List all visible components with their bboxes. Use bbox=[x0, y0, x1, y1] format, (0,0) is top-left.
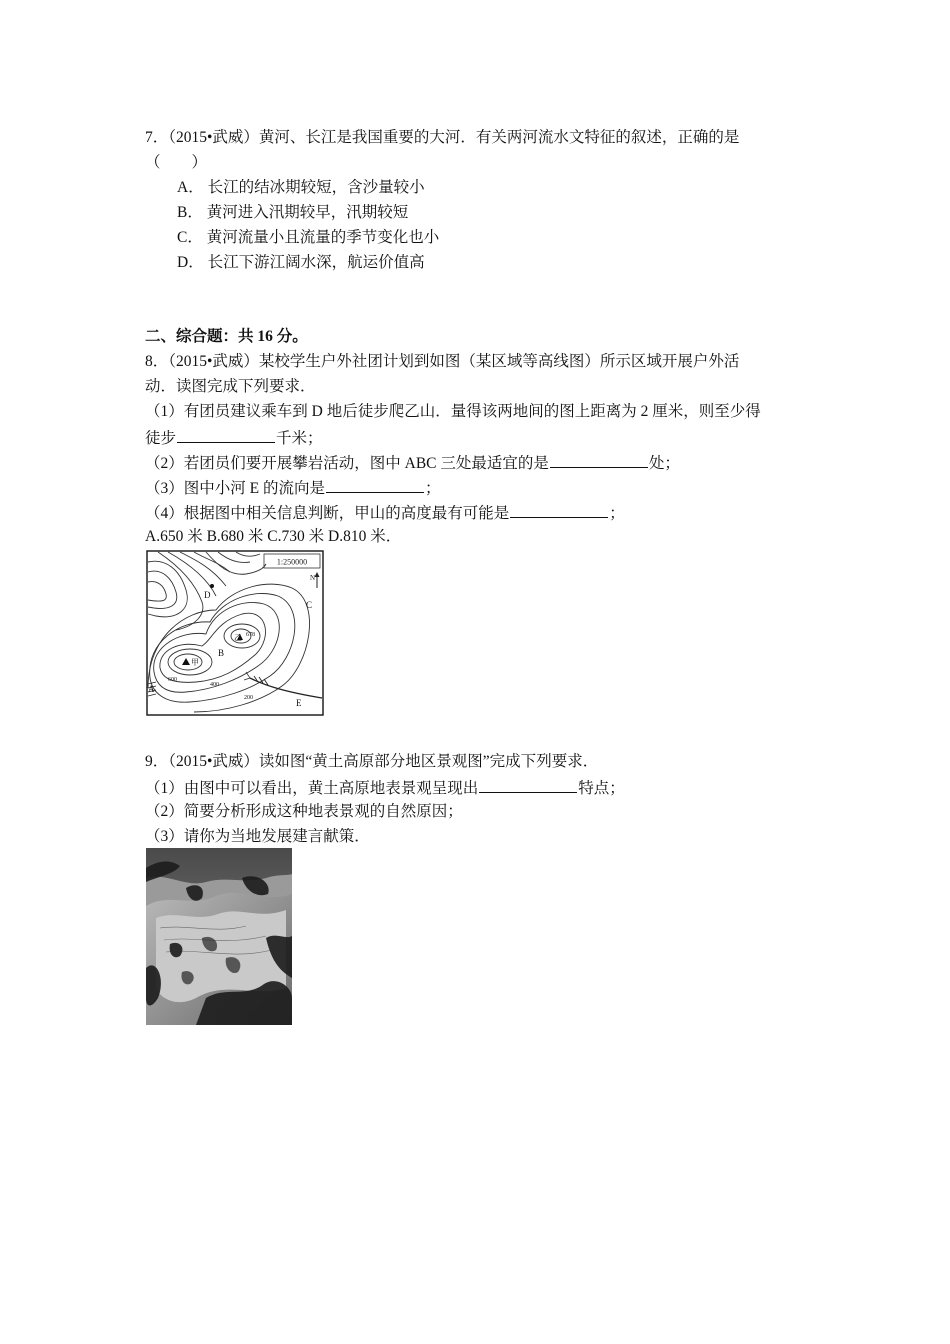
q7-stem: 7．（2015•武威）黄河、长江是我国重要的大河．有关两河流水文特征的叙述，正确的是 bbox=[145, 129, 740, 146]
q8-part3 bbox=[145, 477, 441, 499]
q9-part2: （2）简要分析形成这种地表景观的自然原因； bbox=[145, 803, 463, 820]
point-d-marker bbox=[210, 584, 214, 588]
answer-blank[interactable] bbox=[479, 777, 577, 793]
loess-plateau-landscape-photo bbox=[146, 848, 292, 1025]
q8-choices: A.650 米 B.680 米 C.730 米 D.810 米． bbox=[145, 528, 402, 545]
q8-stem-line1: 8．（2015•武威）某校学生户外社团计划到如图（某区域等高线图）所示区域开展户外活 bbox=[145, 353, 740, 370]
answer-blank[interactable] bbox=[326, 477, 424, 493]
q9-part1 bbox=[145, 777, 625, 799]
peak-yi-elevation: 678 bbox=[246, 632, 255, 638]
q8-part3-suffix: ； bbox=[424, 480, 441, 497]
q8-stem-line2: 动．读图完成下列要求． bbox=[145, 378, 316, 395]
q8-part1-suffix: 千米； bbox=[276, 430, 323, 447]
q8-part2-prefix: （2）若团员们要开展攀岩活动，图中 ABC 三处最适宜的是 bbox=[145, 455, 549, 472]
q8-part1-prefix: 徒步 bbox=[145, 430, 177, 447]
q8-part4-suffix: ； bbox=[609, 505, 625, 522]
q8-part2-suffix: 处； bbox=[648, 455, 680, 472]
contour-label-200: 200 bbox=[244, 695, 253, 701]
q7-option-a: A． 长江的结冰期较短，含沙量较小 bbox=[177, 179, 425, 196]
river-e-label: E bbox=[296, 698, 302, 708]
point-c-label: C bbox=[306, 600, 313, 610]
q8-part2 bbox=[145, 452, 680, 474]
answer-blank[interactable] bbox=[177, 427, 275, 443]
q8-part1-line1: （1）有团员建议乘车到 D 地后徒步爬乙山．量得该两地间的图上距离为 2 厘米，则至少得 bbox=[145, 403, 761, 420]
answer-blank[interactable] bbox=[550, 452, 648, 468]
scale-label: 1:250000 bbox=[276, 557, 308, 567]
peak-yi-label: 乙 bbox=[234, 633, 242, 642]
contour-map-figure bbox=[146, 550, 324, 716]
q9-part1-suffix: 特点； bbox=[578, 780, 625, 797]
contour-label-600: 600 bbox=[168, 677, 177, 683]
q8-part4 bbox=[145, 502, 625, 524]
q8-part1-line2 bbox=[145, 427, 323, 449]
q7-option-b: B． 黄河进入汛期较早，汛期较短 bbox=[177, 204, 409, 221]
point-b-label: B bbox=[218, 648, 225, 658]
q9-part3: （3）请你为当地发展建言献策． bbox=[145, 828, 370, 845]
north-label: N bbox=[310, 574, 316, 582]
q7-option-d: D． 长江下游江阔水深，航运价值高 bbox=[177, 254, 425, 271]
answer-blank[interactable] bbox=[510, 502, 608, 518]
q8-part3-prefix: （3）图中小河 E 的流向是 bbox=[145, 480, 325, 497]
q7-answer-paren: （ ） bbox=[145, 154, 208, 171]
section-title: 二、综合题：共 16 分。 bbox=[145, 328, 308, 345]
q9-stem: 9．（2015•武威）读如图“黄土高原部分地区景观图”完成下列要求． bbox=[145, 753, 599, 770]
point-a-label: A bbox=[148, 684, 155, 694]
contour-label-400: 400 bbox=[210, 682, 219, 688]
q7-option-c: C． 黄河流量小且流量的季节变化也小 bbox=[177, 229, 440, 246]
q8-part4-prefix: （4）根据图中相关信息判断，甲山的高度最有可能是 bbox=[145, 505, 510, 522]
q9-part1-prefix: （1）由图中可以看出，黄土高原地表景观呈现出 bbox=[145, 780, 479, 797]
point-d-label: D bbox=[204, 590, 211, 600]
peak-jia-label: 甲 bbox=[191, 658, 199, 667]
